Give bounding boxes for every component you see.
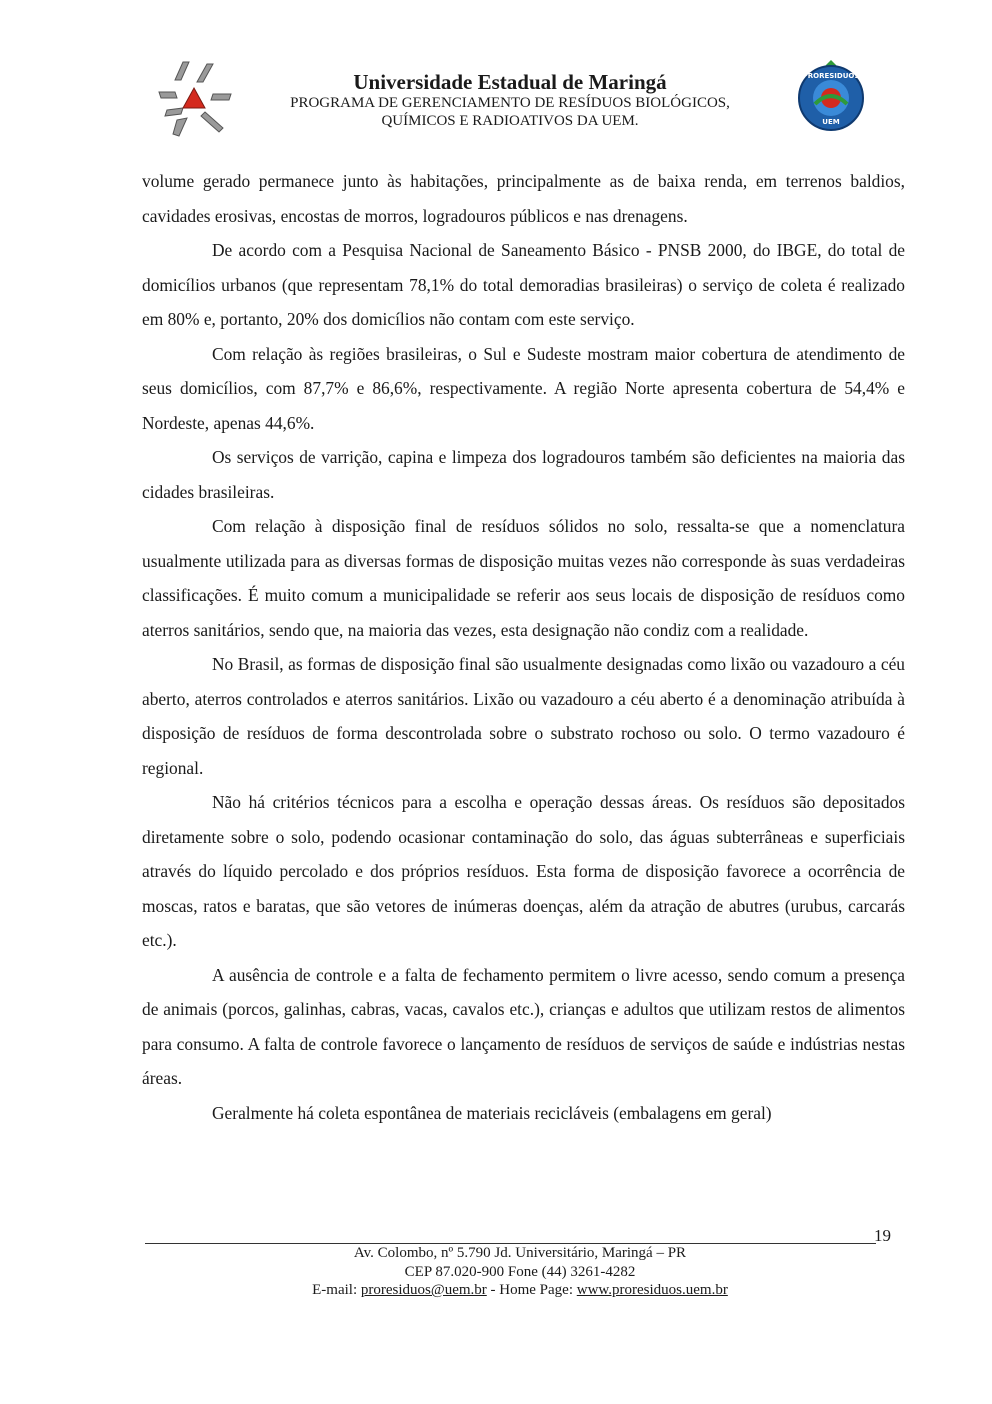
homepage-link[interactable]: www.proresiduos.uem.br: [576, 1282, 728, 1298]
email-label: E-mail:: [312, 1282, 361, 1298]
proresiduos-logo-icon: [795, 58, 867, 136]
homepage-label: - Home Page:: [486, 1282, 577, 1298]
logo-text-bottom: UEM: [822, 118, 840, 126]
paragraph-3: Com relação às regiões brasileiras, o Sul e Sudeste mostram maior cobertura de atendimento de seus domicílios, com 87,7% e 86,6%, respectivamente. A região Norte apresenta cobertura de 54,4% e Nordeste, apenas 44,6%.: [142, 343, 905, 433]
footer-contact: [145, 1281, 895, 1300]
footer-address: Av. Colombo, nº 5.790 Jd. Universitário, Maringá – PR: [353, 1245, 687, 1261]
paragraph-6: No Brasil, as formas de disposição final são usualmente designadas como lixão ou vazadouro a céu aberto, aterros controlados e aterros sanitários. Lixão ou vazadouro a céu aberto é a denominação atribuída à disposição de resíduos de forma descontrolada sobre o substrato rochoso ou solo. O termo vazadouro é regional.: [142, 654, 905, 778]
program-subtitle-line2: QUÍMICOS E RADIOATIVOS DA UEM.: [381, 113, 639, 129]
paragraph-9: Geralmente há coleta espontânea de materiais recicláveis (embalagens em geral): [212, 1102, 772, 1123]
paragraph-7: Não há critérios técnicos para a escolha e operação dessas áreas. Os resíduos são depositados diretamente sobre o solo, podendo ocasionar contaminação do solo, das águas subterrâneas e superficiais através do líquido percolado e dos próprios resíduos. Esta forma de disposição favorece a ocorrência de moscas, ratos e baratas, que são vetores de inúmeras doenças, além da atração de abutres (urubus, carcarás etc.).: [142, 792, 905, 950]
program-subtitle-line1: PROGRAMA DE GERENCIAMENTO DE RESÍDUOS BIOLÓGICOS,: [290, 95, 730, 111]
paragraph-8: A ausência de controle e a falta de fechamento permitem o livre acesso, sendo comum a presença de animais (porcos, galinhas, cabras, vacas, cavalos etc.), crianças e adultos que utilizam restos de alimentos para consumo. A falta de controle favorece o lançamento de resíduos de serviços de saúde e indústrias nestas áreas.: [142, 964, 905, 1088]
uem-logo-icon: [153, 58, 235, 140]
paragraph-2: De acordo com a Pesquisa Nacional de Saneamento Básico - PNSB 2000, do IBGE, do total de domicílios urbanos (que representam 78,1% do total demoradias brasileiras) o serviço de coleta é realizado em 80% e, portanto, 20% dos domicílios não contam com este serviço.: [142, 240, 905, 329]
page-header: [0, 50, 992, 150]
university-title: Universidade Estadual de Maringá: [353, 70, 667, 94]
logo-text-top: PRORESIDUOS: [802, 72, 860, 80]
page-footer: [145, 1244, 895, 1300]
paragraph-1: volume gerado permanece junto às habitações, principalmente as de baixa renda, em terrenos baldios, cavidades erosivas, encostas de morros, logradouros públicos e nas drenagens.: [142, 171, 905, 226]
header-text: [250, 70, 770, 130]
footer-cep-phone: CEP 87.020-900 Fone (44) 3261-4282: [404, 1263, 636, 1280]
document-body: [142, 164, 905, 1130]
paragraph-4: Os serviços de varrição, capina e limpeza dos logradouros também são deficientes na maioria das cidades brasileiras.: [142, 447, 905, 502]
email-link[interactable]: proresiduos@uem.br: [360, 1282, 487, 1298]
paragraph-5: Com relação à disposição final de resíduos sólidos no solo, ressalta-se que a nomenclatura usualmente utilizada para as diversas formas de disposição muitas vezes não corresponde às suas verdadeiras classificações. É muito comum a municipalidade se referir aos seus locais de disposição de resíduos como aterros sanitários, sendo que, na maioria das vezes, esta designação não condiz com a realidade.: [142, 516, 905, 640]
page-number: 19: [874, 1226, 891, 1245]
